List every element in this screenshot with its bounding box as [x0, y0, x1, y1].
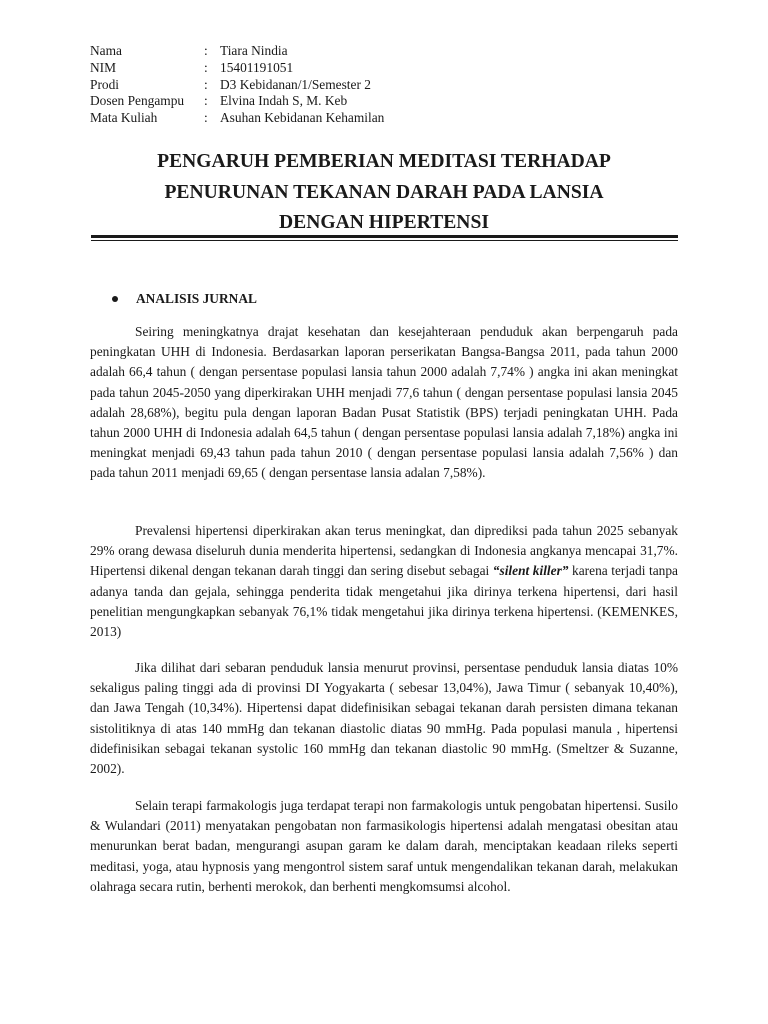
title-line: DENGAN HIPERTENSI	[279, 212, 489, 233]
info-value: 15401191051	[220, 59, 294, 75]
info-value: Tiara Nindia	[220, 43, 288, 58]
info-row-nim	[90, 60, 384, 77]
info-value: D3 Kebidanan/1/Semester 2	[220, 76, 371, 92]
info-row-mata-kuliah	[90, 110, 384, 127]
info-colon: :	[204, 110, 208, 126]
student-info-block	[90, 43, 384, 127]
emphasis-silent-killer: “silent killer”	[492, 563, 569, 579]
info-row-dosen-pengampu	[90, 93, 384, 110]
info-colon: :	[204, 59, 208, 75]
info-label: NIM	[90, 59, 117, 75]
info-label: Dosen Pengampu	[90, 93, 185, 109]
title-line: PENURUNAN TEKANAN DARAH PADA LANSIA	[164, 181, 604, 203]
info-row-prodi	[90, 77, 384, 94]
paragraph-3: Jika dilihat dari sebaran penduduk lansia menurut provinsi, persentase penduduk lansia diatas 10% sekaligus paling tinggi ada di provinsi DI Yogyakarta ( sebesar 13,04%), Jawa Timur ( sebanyak 10,40%), dan Jawa Tengah (10,34%). Hipertensi dapat didefinisikan sebagai tekanan darah persisten dimana tekanan sistolitiknya di atas 140 mmHg dan tekanan diastolic diatas 90 mmHg. Pada populasi manula , hipertensi didefinisikan sebagai tekanan systolic 160 mmHg dan tekanan diastolic 90 mmHg. (Smeltzer & Suzanne, 2002).	[90, 660, 678, 777]
paragraph-2-text-cont: karena terjadi tanpa adanya tanda dan gejala, sehingga penderita tidak mengetahui jika dirinya terkena hipertensi, dari hasil penelitian mengungkapkan sebanyak 76,1% tidak mengetahui jika dirinya terkena hipertensi. (KEMENKES, 2013)	[90, 563, 678, 640]
info-value: Asuhan Kebidanan Kehamilan	[220, 110, 385, 126]
info-colon: :	[204, 43, 208, 58]
title-divider-thick	[91, 235, 678, 238]
info-colon: :	[204, 93, 208, 109]
bullet-icon	[112, 296, 118, 302]
info-label: Nama	[90, 43, 122, 58]
section-heading	[112, 290, 257, 308]
info-colon: :	[204, 76, 208, 92]
info-row-nama	[90, 43, 384, 60]
info-label: Prodi	[90, 76, 120, 92]
paragraph-2	[90, 521, 678, 642]
info-value: Elvina Indah S, M. Keb	[220, 93, 348, 109]
info-label: Mata Kuliah	[90, 110, 158, 126]
paragraph-2-text: Prevalensi hipertensi diperkirakan akan terus meningkat, dan diprediksi pada tahun 2025 sebanyak 29% orang dewasa diseluruh dunia menderita hipertensi, sedangkan di Indonesia angkanya mencapai 31,7%. Hipertensi dikenal dengan tekanan darah tinggi dan sering disebut sebagai	[90, 523, 678, 579]
title-divider-thin	[91, 240, 678, 241]
paragraph-1: Seiring meningkatnya drajat kesehatan dan kesejahteraan penduduk akan berpengaruh pada peningkatan UHH di Indonesia. Berdasarkan laporan perserikatan Bangsa-Bangsa 2011, pada tahun 2000 adalah 66,4 tahun ( dengan persentase populasi lansia tahun 2000 adalah 7,74% ) angka ini akan meningkat pada tahun 2045-2050 yang diperkirakan UHH menjadi 77,6 tahun ( dengan persentase populasi lansia 2045 adalah 28,68%), begitu pula dengan laporan Badan Pusat Statistik (BPS) terjadi peningkatan UHH. Pada tahun 2000 UHH di Indonesia adalah 64,5 tahun ( dengan persentase populasi lansia adalah 7,18%) angka ini meningkat menjadi 69,43 tahun pada tahun 2010 ( dengan persentase populasi lansia adalah 7,56% ) dan pada tahun 2011 menjadi 69,65 ( dengan persentase lansia adalan 7,58%).	[90, 324, 678, 481]
paragraph-4: Selain terapi farmakologis juga terdapat terapi non farmakologis untuk pengobatan hipertensi. Susilo & Wulandari (2011) menyatakan pengobatan non farmasikologis hipertensi adalah mengatasi obesitan atau menurunkan berat badan, mengurangi asupan garam ke dalam darah, menciptakan keadaan rileks seperti meditasi, yoga, atau hypnosis yang mengontrol sistem saraf untuk mengendalikan tekanan darah, melakukan olahraga secara rutin, berhenti merokok, dan berhenti mengkomsumsi alcohol.	[90, 798, 678, 894]
document-title	[90, 147, 678, 239]
section-heading-text: ANALISIS JURNAL	[136, 291, 257, 306]
title-line: PENGARUH PEMBERIAN MEDITASI TERHADAP	[157, 151, 611, 172]
